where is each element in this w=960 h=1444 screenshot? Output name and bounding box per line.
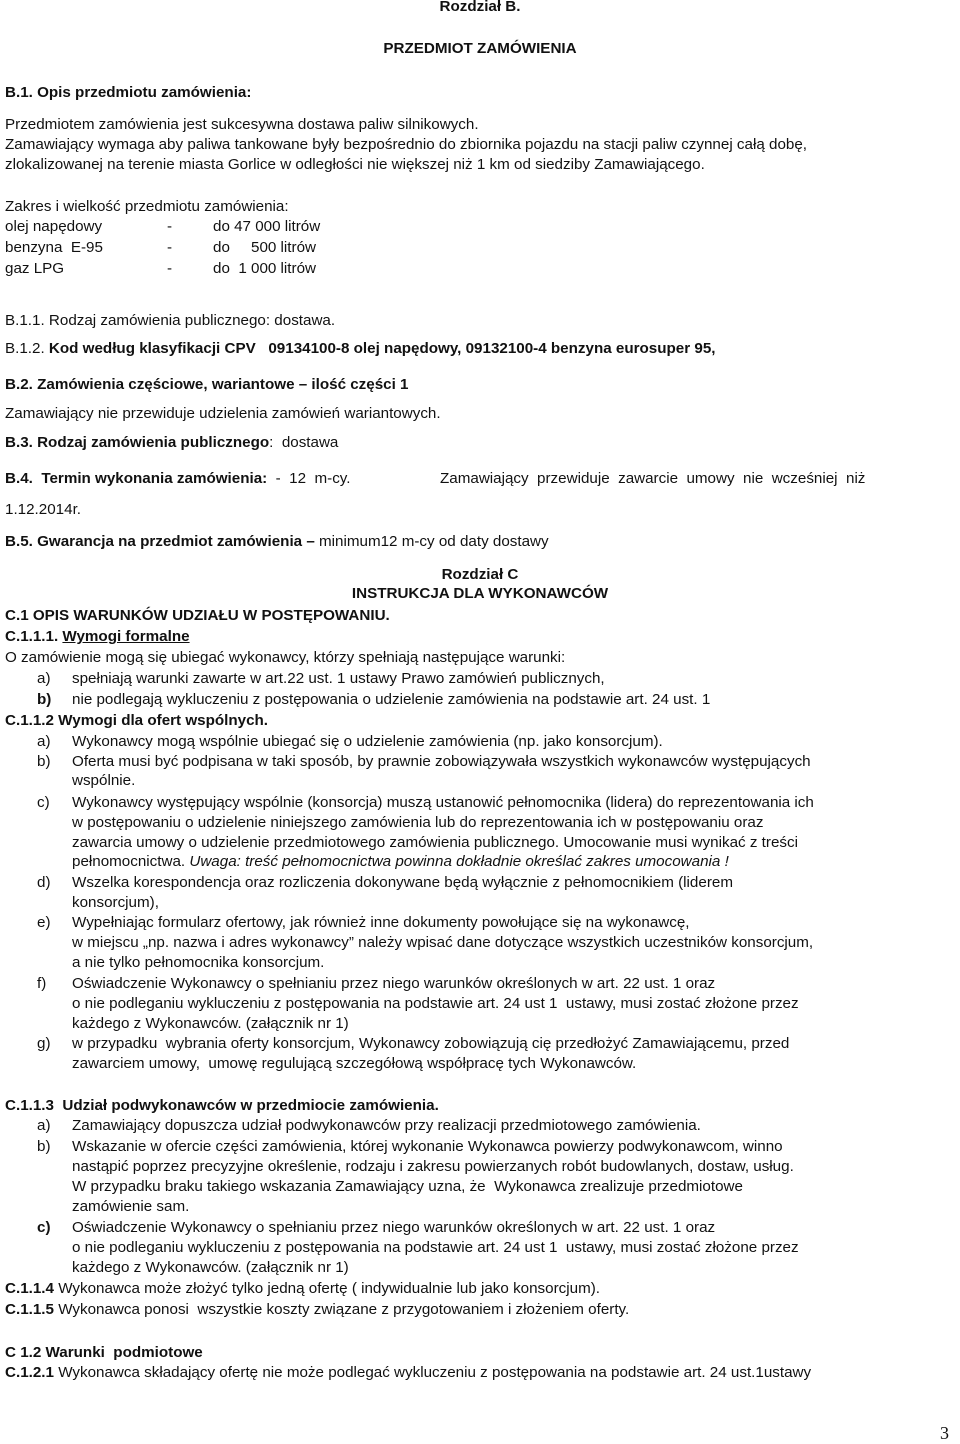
b11-text: B.1.1. Rodzaj zamówienia publicznego: dostawa. — [5, 312, 336, 329]
c111-title: Wymogi formalne — [62, 628, 190, 645]
c113-item-line: W przypadku braku takiego wskazania Zamawiający uzna, że Wykonawca zrealizuje przedmiotowe — [72, 1178, 743, 1195]
c112-heading: C.1.1.2 Wymogi dla ofert wspólnych. — [5, 712, 269, 729]
c112-item-line: w przypadku wybrania oferty konsorcjum, Wykonawcy zobowiązują cię przedłożyć Zamawiającemu, przed — [72, 1035, 790, 1052]
c112-item-letter: c) — [37, 794, 50, 811]
c114-line — [5, 1280, 600, 1298]
c112-item-line: wspólnie. — [72, 772, 136, 789]
b12-line — [5, 340, 716, 358]
intro-line-3: zlokalizowanej na terenie miasta Gorlice w odległości nie większej niż 1 km od siedziby Zamawiającego. — [5, 156, 705, 173]
c115-text: Wykonawca ponosi wszystkie koszty związane z przygotowaniem i złożeniem oferty. — [58, 1301, 630, 1318]
c1-heading: C.1 OPIS WARUNKÓW UDZIAŁU W POSTĘPOWANIU. — [5, 607, 390, 624]
c111-b-text: nie podlegają wykluczeniu z postępowania o udzielenie zamówienia na podstawie art. 24 ust. 1 — [72, 691, 711, 708]
c112-item-letter: b) — [37, 753, 51, 770]
b2-label: B.2. — [5, 376, 33, 393]
c112-item-letter: a) — [37, 733, 51, 750]
fuel-qty: do 500 litrów — [213, 239, 316, 256]
b3-value: : dostawa — [269, 434, 339, 451]
c112-item-letter: f) — [37, 975, 47, 992]
c113-heading: C.1.1.3 Udział podwykonawców w przedmiocie zamówienia. — [5, 1097, 439, 1114]
intro-line-1: Przedmiotem zamówienia jest sukcesywna dostawa paliw silnikowych. — [5, 116, 479, 133]
b12-text: Kod według klasyfikacji CPV 09134100-8 olej napędowy, 09132100-4 benzyna eurosuper 95, — [48, 340, 716, 357]
b5-label: B.5. — [5, 533, 33, 550]
c112-item-line: Oświadczenie Wykonawcy o spełnianiu przez niego warunków określonych w art. 22 ust. 1 oraz — [72, 975, 716, 992]
c113-item-line: każdego z Wykonawców. (załącznik nr 1) — [72, 1259, 349, 1276]
b4-value: - 12 m-cy. — [275, 470, 351, 487]
c12-heading: C 1.2 Warunki podmiotowe — [5, 1344, 203, 1361]
b4-note: Zamawiający przewiduje zawarcie umowy nie wcześniej niż — [440, 470, 866, 487]
c112-item-line: Wykonawcy mogą wspólnie ubiegać się o udzielenie zamówienia (np. jako konsorcjum). — [72, 733, 663, 750]
b4-bold: Termin wykonania zamówienia: — [41, 470, 268, 487]
c113-item-letter: c) — [37, 1219, 51, 1236]
c113-item-line: Oświadczenie Wykonawcy o spełnianiu przez niego warunków określonych w art. 22 ust. 1 oraz — [72, 1219, 716, 1236]
c112-item-line: pełnomocnictwa. — [72, 853, 186, 870]
fuel-name: gaz LPG — [5, 260, 65, 277]
c112-item-line: zawarcia umowy o udzielenie przedmiotowego zamówienia publicznego. Umocowanie musi wynikać z treści — [72, 834, 798, 851]
b2-text: Zamówienia częściowe, wariantowe – ilość części 1 — [37, 376, 409, 393]
c111-a-letter: a) — [37, 670, 51, 687]
c112-item-line: w miejscu „np. nazwa i adres wykonawcy” należy wpisać dane dotyczące wszystkich uczestników konsorcjum, — [72, 934, 814, 951]
c112-item-line-last — [72, 853, 729, 871]
page-number: 3 — [940, 1423, 949, 1443]
c112-item-line: konsorcjum), — [72, 894, 159, 911]
chapter-b-heading: Rozdział B. — [439, 0, 521, 15]
b1-heading: B.1. Opis przedmiotu zamówienia: — [5, 84, 252, 101]
c111-label: C.1.1.1. — [5, 628, 59, 645]
c112-item-line: Oferta musi być podpisana w taki sposób, by prawnie zobowiązywała wszystkich wykonawców występujących — [72, 753, 811, 770]
c111-a-text: spełniają warunki zawarte w art.22 ust. 1 ustawy Prawo zamówień publicznych, — [72, 670, 605, 687]
scope-heading: Zakres i wielkość przedmiotu zamówienia: — [5, 198, 289, 215]
c112-item-line: Wypełniając formularz ofertowy, jak również inne dokumenty powołujące się na wykonawcę, — [72, 914, 690, 931]
c112-item-line: o nie podleganiu wykluczeniu z postępowania na podstawie art. 24 ust 1 ustawy, musi zostać złożone przez — [72, 995, 799, 1012]
b3-line — [5, 434, 338, 452]
c113-item-line: Wskazanie w ofercie części zamówienia, której wykonanie Wykonawca powierzy podwykonawcom, winno — [72, 1138, 783, 1155]
b5-value: minimum12 m-cy od daty dostawy — [319, 533, 549, 550]
c113-item-line: Zamawiający dopuszcza udział podwykonawców przy realizacji przedmiotowego zamówienia. — [72, 1117, 701, 1134]
c113-item-line: zamówienie sam. — [72, 1198, 190, 1215]
c112-item-line: Wszelka korespondencja oraz rozliczenia dokonywane będą wyłącznie z pełnomocnikiem (liderem — [72, 874, 733, 891]
c112-item-line: zawarciem umowy, umowę regulującą szczegółową współpracę tych Wykonawców. — [72, 1055, 637, 1072]
fuel-dash: - — [167, 260, 173, 277]
c112-warning-note: Uwaga: treść pełnomocnictwa powinna dokładnie określać zakres umocowania ! — [189, 853, 729, 870]
c112-item-line: a nie tylko pełnomocnika konsorcjum. — [72, 954, 325, 971]
c114-label: C.1.1.4 — [5, 1280, 54, 1297]
fuel-qty: do 1 000 litrów — [213, 260, 316, 277]
fuel-dash: - — [167, 239, 173, 256]
c113-item-letter: a) — [37, 1117, 51, 1134]
c112-item-line: każdego z Wykonawców. (załącznik nr 1) — [72, 1015, 349, 1032]
chapter-c-title: INSTRUKCJA DLA WYKONAWCÓW — [351, 585, 609, 602]
b5-bold: Gwarancja na przedmiot zamówienia – — [37, 533, 315, 550]
chapter-c-heading: Rozdział C — [441, 566, 519, 583]
b3-text: Rodzaj zamówienia publicznego — [37, 434, 270, 451]
c121-text: Wykonawca składający ofertę nie może podlegać wykluczeniu z postępowania na podstawie art. 24 ust.1ustawy — [58, 1364, 812, 1381]
c111-heading — [5, 628, 190, 646]
c115-line — [5, 1301, 629, 1319]
intro-line-2: Zamawiający wymaga aby paliwa tankowane były bezpośrednio do zbiornika pojazdu na stacji paliw czynnej całą dobę, — [5, 136, 808, 153]
c112-item-letter: d) — [37, 874, 51, 891]
c121-label: C.1.2.1 — [5, 1364, 54, 1381]
c113-item-line: nastąpić poprzez precyzyjne określenie, rodzaju i zakresu powierzanych robót budowlanych, dostaw, usług. — [72, 1158, 794, 1175]
c112-item-line: w postępowaniu o udzielenie niniejszego zamówienia lub do reprezentowania ich w postępowaniu oraz — [72, 814, 764, 831]
c114-text: Wykonawca może złożyć tylko jedną ofertę ( indywidualnie lub jako konsorcjum). — [58, 1280, 600, 1297]
b12-label: B.1.2. — [5, 340, 45, 357]
c121-line — [5, 1364, 811, 1382]
b2-line — [5, 376, 409, 394]
fuel-name: olej napędowy — [5, 218, 103, 235]
fuel-dash: - — [167, 218, 173, 235]
b4-label: B.4. — [5, 470, 33, 487]
c111-b-letter: b) — [37, 691, 52, 708]
b3-label: B.3. — [5, 434, 33, 451]
c111-intro: O zamówienie mogą się ubiegać wykonawcy, którzy spełniają następujące warunki: — [5, 649, 566, 666]
c112-item-line: Wykonawcy występujący wspólnie (konsorcja) muszą ustanowić pełnomocnika (lidera) do reprezentowania ich — [72, 794, 814, 811]
c112-item-letter: g) — [37, 1035, 51, 1052]
c115-label: C.1.1.5 — [5, 1301, 54, 1318]
chapter-b-title: PRZEDMIOT ZAMÓWIENIA — [383, 40, 577, 57]
fuel-name: benzyna E-95 — [5, 239, 103, 256]
b4-date: 1.12.2014r. — [5, 501, 82, 518]
b4-line — [5, 470, 351, 488]
b5-line — [5, 533, 549, 551]
b2-note: Zamawiający nie przewiduje udzielenia zamówień wariantowych. — [5, 405, 441, 422]
c113-item-letter: b) — [37, 1138, 51, 1155]
fuel-qty: do 47 000 litrów — [213, 218, 321, 235]
c112-item-letter: e) — [37, 914, 51, 931]
c113-item-line: o nie podleganiu wykluczeniu z postępowania na podstawie art. 24 ust 1 ustawy, musi zostać złożone przez — [72, 1239, 799, 1256]
